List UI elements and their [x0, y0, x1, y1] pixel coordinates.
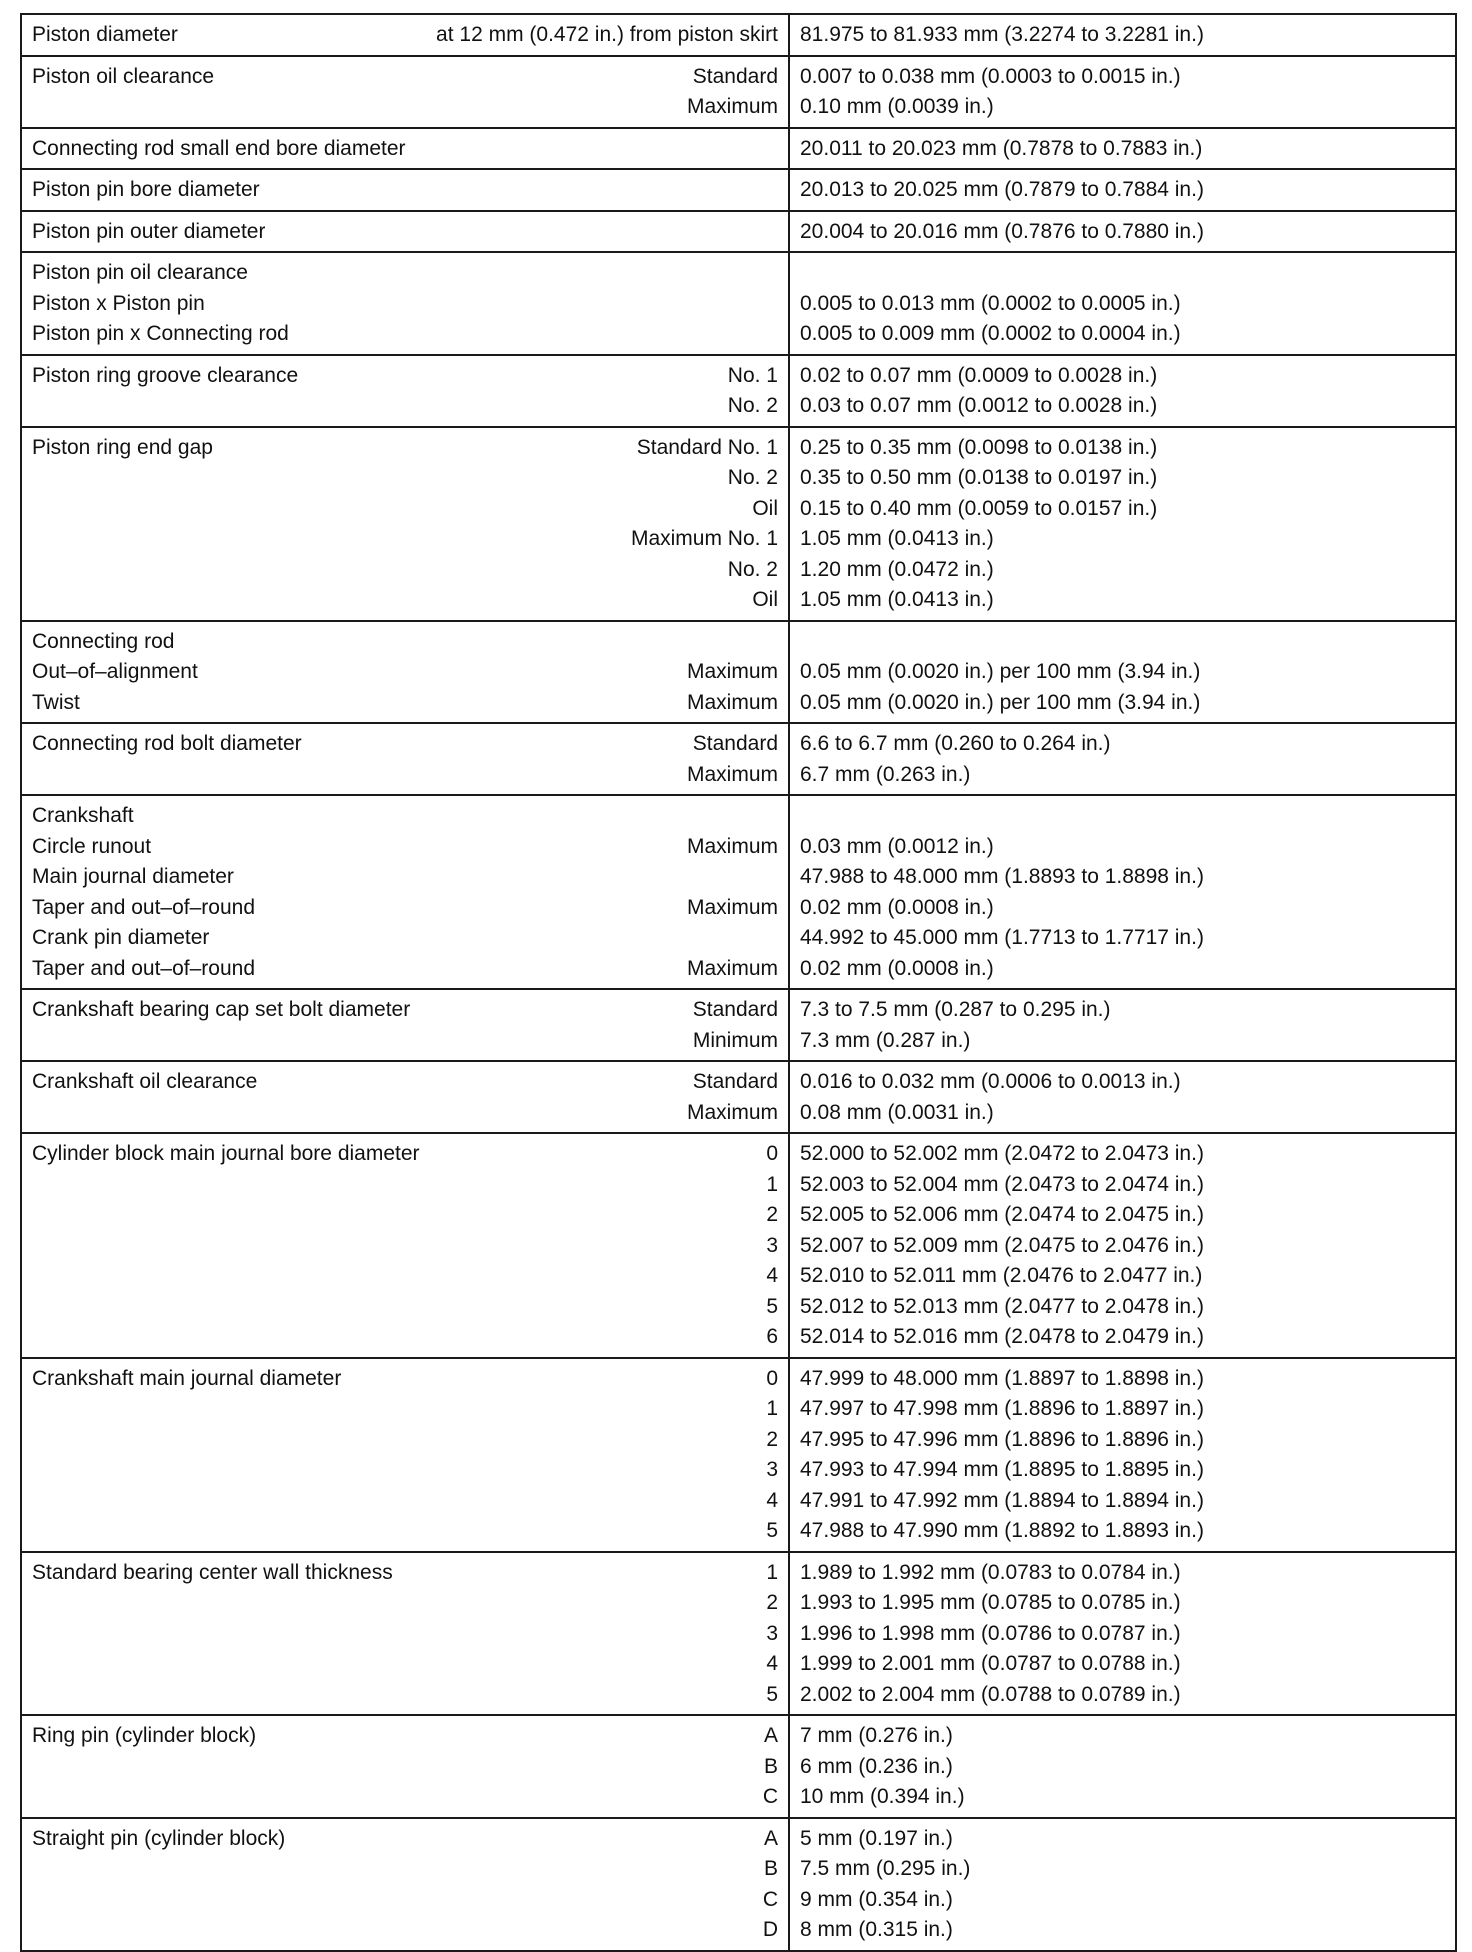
- spec-item-name: Crankshaft main journal diameter: [32, 1366, 342, 1390]
- spec-label-cell: [21, 795, 789, 989]
- spec-line: [32, 801, 778, 832]
- spec-line: [32, 862, 778, 893]
- spec-item-qualifier: No. 2: [727, 394, 778, 417]
- spec-item-value: 0.35 to 0.50 mm (0.0138 to 0.0197 in.): [800, 466, 1158, 489]
- spec-label-cell: [21, 211, 789, 253]
- spec-item-value: 2.002 to 2.004 mm (0.0788 to 0.0789 in.): [800, 1682, 1181, 1706]
- spec-item-name: Taper and out–of–round: [32, 956, 256, 980]
- spec-line: [32, 1649, 778, 1680]
- spec-row: [21, 1133, 1456, 1358]
- spec-item-name: Twist: [32, 690, 80, 714]
- spec-value-cell: [789, 211, 1456, 253]
- spec-row: [21, 1358, 1456, 1552]
- spec-line: [32, 1139, 778, 1170]
- spec-line: [32, 657, 778, 688]
- spec-row: [21, 252, 1456, 355]
- spec-item-name: Piston x Piston pin: [32, 291, 205, 315]
- spec-line: [32, 1292, 778, 1323]
- spec-item-qualifier: C: [762, 1887, 778, 1911]
- spec-line: [32, 1364, 778, 1395]
- spec-line: [32, 391, 778, 422]
- spec-item-value: 0.08 mm (0.0031 in.): [800, 1100, 994, 1124]
- spec-row: [21, 56, 1456, 128]
- spec-label-cell: [21, 1061, 789, 1133]
- spec-item-qualifier: 1: [766, 1172, 778, 1196]
- spec-item-qualifier: [770, 923, 778, 954]
- spec-item-name: Connecting rod: [32, 629, 175, 653]
- spec-item-value: 20.004 to 20.016 mm (0.7876 to 0.7880 in.): [800, 219, 1204, 243]
- spec-label-cell: [21, 1552, 789, 1716]
- spec-item-value: 52.003 to 52.004 mm (2.0473 to 2.0474 in.): [800, 1172, 1204, 1196]
- spec-line: [32, 494, 778, 525]
- spec-item-value: 0.05 mm (0.0020 in.) per 100 mm (3.94 in.): [800, 690, 1201, 714]
- spec-item-value: 0.15 to 0.40 mm (0.0059 to 0.0157 in.): [800, 496, 1158, 520]
- spec-item-value: 0.005 to 0.009 mm (0.0002 to 0.0004 in.): [800, 322, 1181, 345]
- spec-value-cell: [789, 1358, 1456, 1552]
- spec-item-value: 7.5 mm (0.295 in.): [800, 1857, 971, 1880]
- spec-item-name: Crankshaft oil clearance: [32, 1070, 258, 1093]
- spec-item-name: Piston ring end gap: [32, 435, 213, 459]
- spec-item-value: 52.010 to 52.011 mm (2.0476 to 2.0477 in.): [800, 1264, 1203, 1287]
- spec-line: [32, 760, 778, 791]
- spec-item-qualifier: Minimum: [692, 1028, 778, 1052]
- spec-item-value: 47.988 to 48.000 mm (1.8893 to 1.8898 in.): [800, 865, 1204, 888]
- spec-value-cell: [789, 989, 1456, 1061]
- spec-item-qualifier: B: [763, 1754, 778, 1778]
- spec-item-qualifier: 0: [766, 1142, 778, 1165]
- spec-item-qualifier: 3: [766, 1233, 778, 1257]
- spec-value-cell: [789, 128, 1456, 170]
- spec-item-value: 0.02 mm (0.0008 in.): [800, 956, 994, 980]
- spec-item-value: 47.999 to 48.000 mm (1.8897 to 1.8898 in.): [800, 1366, 1204, 1390]
- spec-item-name: Taper and out–of–round: [32, 895, 256, 919]
- spec-line: [32, 1026, 778, 1057]
- spec-item-qualifier: 5: [766, 1519, 778, 1542]
- spec-item-value: 52.005 to 52.006 mm (2.0474 to 2.0475 in.): [800, 1203, 1204, 1226]
- spec-item-qualifier: [770, 862, 778, 893]
- spec-item-qualifier: 1: [766, 1560, 778, 1584]
- spec-item-qualifier: [770, 217, 778, 248]
- spec-line: [32, 289, 778, 320]
- spec-item-qualifier: [770, 258, 778, 289]
- spec-item-value: 1.20 mm (0.0472 in.): [800, 557, 994, 581]
- spec-item-name: Connecting rod small end bore diameter: [32, 136, 406, 160]
- spec-line: [32, 1619, 778, 1650]
- spec-value-cell: [789, 427, 1456, 621]
- spec-item-value: 7.3 to 7.5 mm (0.287 to 0.295 in.): [800, 998, 1111, 1021]
- spec-line: [32, 893, 778, 924]
- spec-item-qualifier: Standard No. 1: [636, 435, 778, 459]
- spec-line: [32, 1915, 778, 1946]
- spec-line: [32, 319, 778, 350]
- spec-line: [32, 524, 778, 555]
- spec-item-qualifier: 4: [766, 1264, 778, 1287]
- spec-line: [32, 954, 778, 985]
- spec-line: [32, 1067, 778, 1098]
- spec-value-cell: [789, 355, 1456, 427]
- spec-line: [32, 995, 778, 1026]
- spec-item-qualifier: 4: [766, 1652, 778, 1675]
- spec-line: [32, 1588, 778, 1619]
- spec-line: [32, 1455, 778, 1486]
- spec-item-qualifier: Standard: [692, 64, 778, 88]
- spec-label-cell: [21, 56, 789, 128]
- spec-item-name: Out–of–alignment: [32, 660, 198, 683]
- spec-value-cell: [789, 1818, 1456, 1951]
- spec-item-name: Standard bearing center wall thickness: [32, 1560, 393, 1584]
- spec-line: [32, 1098, 778, 1129]
- spec-item-qualifier: Maximum: [686, 834, 778, 858]
- spec-value-cell: [789, 56, 1456, 128]
- spec-row: [21, 1552, 1456, 1716]
- spec-line: [32, 923, 778, 954]
- spec-item-qualifier: Oil: [752, 496, 778, 520]
- spec-row: [21, 427, 1456, 621]
- spec-item-name: Piston pin outer diameter: [32, 219, 266, 243]
- spec-item-qualifier: Maximum No. 1: [630, 527, 778, 550]
- spec-item-qualifier: 1: [766, 1397, 778, 1420]
- spec-item-value: 9 mm (0.354 in.): [800, 1887, 953, 1911]
- spec-item-name: Crank pin diameter: [32, 926, 210, 949]
- spec-label-cell: [21, 1715, 789, 1818]
- spec-item-name: Piston oil clearance: [32, 64, 215, 88]
- spec-value-cell: [789, 252, 1456, 355]
- spec-item-qualifier: [770, 175, 778, 206]
- spec-label-cell: [21, 128, 789, 170]
- spec-item-name: Circle runout: [32, 834, 152, 858]
- spec-line: [32, 1516, 778, 1547]
- spec-item-value: 52.014 to 52.016 mm (2.0478 to 2.0479 in.): [800, 1325, 1204, 1348]
- spec-item-name: Piston ring groove clearance: [32, 363, 299, 387]
- spec-line: [32, 361, 778, 392]
- spec-row: [21, 14, 1456, 56]
- spec-label-cell: [21, 14, 789, 56]
- spec-item-value: 81.975 to 81.933 mm (3.2274 to 3.2281 in.): [800, 23, 1204, 46]
- spec-item-value: 6 mm (0.236 in.): [800, 1754, 953, 1778]
- spec-value-cell: [789, 1133, 1456, 1358]
- spec-item-value: 0.25 to 0.35 mm (0.0098 to 0.0138 in.): [800, 435, 1158, 459]
- spec-item-value: 0.016 to 0.032 mm (0.0006 to 0.0013 in.): [800, 1070, 1181, 1093]
- spec-label-cell: [21, 1133, 789, 1358]
- spec-item-qualifier: No. 2: [727, 557, 778, 581]
- spec-item-qualifier: Maximum: [686, 895, 778, 919]
- spec-line: [32, 1558, 778, 1589]
- spec-item-value: 47.995 to 47.996 mm (1.8896 to 1.8896 in.): [800, 1427, 1204, 1451]
- spec-item-name: Piston pin x Connecting rod: [32, 322, 289, 345]
- spec-value-cell: [789, 1552, 1456, 1716]
- spec-line: [32, 585, 778, 616]
- spec-item-value: [800, 627, 1445, 658]
- spec-item-value: 52.007 to 52.009 mm (2.0475 to 2.0476 in.): [800, 1233, 1204, 1257]
- spec-item-qualifier: Standard: [692, 1070, 778, 1093]
- spec-table: [20, 13, 1457, 1952]
- spec-item-qualifier: A: [763, 1826, 778, 1850]
- spec-item-value: 8 mm (0.315 in.): [800, 1918, 953, 1941]
- spec-item-qualifier: Maximum: [686, 1100, 778, 1124]
- spec-item-value: 0.03 to 0.07 mm (0.0012 to 0.0028 in.): [800, 394, 1158, 417]
- spec-item-qualifier: Maximum: [686, 762, 778, 786]
- spec-item-value: 20.011 to 20.023 mm (0.7878 to 0.7883 in.): [800, 136, 1203, 160]
- spec-item-qualifier: 6: [766, 1325, 778, 1348]
- spec-label-cell: [21, 1818, 789, 1951]
- spec-line: [32, 20, 778, 51]
- spec-item-qualifier: Standard: [692, 998, 778, 1021]
- spec-item-name: Piston diameter: [32, 23, 178, 46]
- spec-item-value: 0.10 mm (0.0039 in.): [800, 95, 994, 118]
- spec-row: [21, 128, 1456, 170]
- spec-item-qualifier: Oil: [752, 588, 778, 611]
- spec-item-value: 47.988 to 47.990 mm (1.8892 to 1.8893 in.): [800, 1519, 1204, 1542]
- spec-item-qualifier: 2: [766, 1203, 778, 1226]
- spec-item-qualifier: at 12 mm (0.472 in.) from piston skirt: [436, 23, 778, 46]
- spec-label-cell: [21, 621, 789, 724]
- spec-row: [21, 723, 1456, 795]
- spec-row: [21, 211, 1456, 253]
- spec-item-qualifier: No. 1: [727, 363, 778, 387]
- spec-item-qualifier: 4: [766, 1488, 778, 1512]
- spec-item-value: 0.007 to 0.038 mm (0.0003 to 0.0015 in.): [800, 64, 1181, 88]
- spec-item-qualifier: [770, 319, 778, 350]
- spec-label-cell: [21, 169, 789, 211]
- spec-item-value: 10 mm (0.394 in.): [800, 1785, 965, 1808]
- spec-label-cell: [21, 427, 789, 621]
- spec-row: [21, 795, 1456, 989]
- spec-line: [32, 688, 778, 719]
- spec-line: [32, 1170, 778, 1201]
- spec-item-value: 47.993 to 47.994 mm (1.8895 to 1.8895 in.): [800, 1458, 1204, 1481]
- spec-item-qualifier: [770, 627, 778, 658]
- spec-item-name: Connecting rod bolt diameter: [32, 732, 302, 755]
- spec-item-value: 52.012 to 52.013 mm (2.0477 to 2.0478 in.): [800, 1294, 1204, 1318]
- spec-line: [32, 1752, 778, 1783]
- spec-item-value: 6.6 to 6.7 mm (0.260 to 0.264 in.): [800, 732, 1111, 755]
- spec-item-value: 0.05 mm (0.0020 in.) per 100 mm (3.94 in.): [800, 660, 1201, 683]
- spec-label-cell: [21, 989, 789, 1061]
- spec-item-name: Piston pin bore diameter: [32, 178, 260, 201]
- spec-item-value: 0.02 mm (0.0008 in.): [800, 895, 994, 919]
- spec-item-value: 1.993 to 1.995 mm (0.0785 to 0.0785 in.): [800, 1591, 1181, 1614]
- spec-item-qualifier: Maximum: [686, 95, 778, 118]
- spec-line: [32, 1824, 778, 1855]
- spec-item-value: 0.02 to 0.07 mm (0.0009 to 0.0028 in.): [800, 363, 1158, 387]
- spec-line: [32, 1486, 778, 1517]
- spec-item-value: 1.999 to 2.001 mm (0.0787 to 0.0788 in.): [800, 1652, 1181, 1675]
- spec-item-qualifier: Maximum: [686, 690, 778, 714]
- spec-item-name: Main journal diameter: [32, 865, 234, 888]
- spec-item-qualifier: 5: [766, 1294, 778, 1318]
- spec-item-value: 7 mm (0.276 in.): [800, 1724, 953, 1747]
- spec-line: [32, 1721, 778, 1752]
- spec-line: [32, 92, 778, 123]
- spec-item-qualifier: 5: [766, 1682, 778, 1706]
- spec-row: [21, 355, 1456, 427]
- spec-item-value: 47.991 to 47.992 mm (1.8894 to 1.8894 in.): [800, 1488, 1204, 1512]
- spec-item-name: Straight pin (cylinder block): [32, 1826, 286, 1850]
- spec-row: [21, 169, 1456, 211]
- spec-item-value: 6.7 mm (0.263 in.): [800, 762, 971, 786]
- spec-row: [21, 621, 1456, 724]
- spec-item-value: 44.992 to 45.000 mm (1.7713 to 1.7717 in.): [800, 926, 1204, 949]
- spec-item-value: 1.996 to 1.998 mm (0.0786 to 0.0787 in.): [800, 1621, 1181, 1645]
- spec-line: [32, 1200, 778, 1231]
- spec-line: [32, 175, 778, 206]
- spec-row: [21, 1061, 1456, 1133]
- spec-item-qualifier: B: [763, 1857, 778, 1880]
- spec-value-cell: [789, 1061, 1456, 1133]
- spec-item-name: Crankshaft: [32, 804, 134, 827]
- spec-item-qualifier: C: [762, 1785, 778, 1808]
- spec-line: [32, 1261, 778, 1292]
- spec-line: [32, 555, 778, 586]
- spec-item-qualifier: Maximum: [686, 660, 778, 683]
- spec-item-qualifier: Standard: [692, 732, 778, 755]
- spec-item-qualifier: No. 2: [727, 466, 778, 489]
- spec-item-value: 52.000 to 52.002 mm (2.0472 to 2.0473 in.): [800, 1142, 1204, 1165]
- spec-item-name: Ring pin (cylinder block): [32, 1724, 257, 1747]
- spec-value-cell: [789, 795, 1456, 989]
- spec-line: [32, 627, 778, 658]
- spec-item-qualifier: [770, 801, 778, 832]
- spec-value-cell: [789, 14, 1456, 56]
- spec-row: [21, 1818, 1456, 1951]
- spec-item-qualifier: [770, 289, 778, 320]
- spec-label-cell: [21, 252, 789, 355]
- spec-item-value: 1.989 to 1.992 mm (0.0783 to 0.0784 in.): [800, 1560, 1181, 1584]
- spec-value-cell: [789, 1715, 1456, 1818]
- spec-item-value: 5 mm (0.197 in.): [800, 1826, 953, 1850]
- spec-item-name: Piston pin oil clearance: [32, 261, 248, 284]
- spec-line: [32, 1885, 778, 1916]
- spec-item-value: 20.013 to 20.025 mm (0.7879 to 0.7884 in.): [800, 178, 1204, 201]
- spec-item-value: 1.05 mm (0.0413 in.): [800, 527, 994, 550]
- spec-item-value: [800, 801, 1445, 832]
- spec-line: [32, 1425, 778, 1456]
- spec-value-cell: [789, 723, 1456, 795]
- spec-item-value: 1.05 mm (0.0413 in.): [800, 588, 994, 611]
- spec-line: [32, 433, 778, 464]
- spec-item-qualifier: Maximum: [686, 956, 778, 980]
- spec-line: [32, 729, 778, 760]
- spec-item-qualifier: 2: [766, 1591, 778, 1614]
- spec-line: [32, 62, 778, 93]
- spec-line: [32, 1782, 778, 1813]
- spec-item-qualifier: 2: [766, 1427, 778, 1451]
- spec-item-qualifier: 3: [766, 1621, 778, 1645]
- spec-table-body: [21, 14, 1456, 1951]
- spec-item-qualifier: D: [762, 1918, 778, 1941]
- spec-label-cell: [21, 355, 789, 427]
- spec-item-value: [800, 258, 1445, 289]
- spec-line: [32, 134, 778, 165]
- spec-item-value: 0.03 mm (0.0012 in.): [800, 834, 994, 858]
- spec-item-value: 47.997 to 47.998 mm (1.8896 to 1.8897 in.): [800, 1397, 1204, 1420]
- spec-label-cell: [21, 1358, 789, 1552]
- spec-item-name: Crankshaft bearing cap set bolt diameter: [32, 998, 411, 1021]
- spec-line: [32, 1231, 778, 1262]
- spec-line: [32, 1680, 778, 1711]
- spec-line: [32, 217, 778, 248]
- spec-line: [32, 832, 778, 863]
- spec-line: [32, 1854, 778, 1885]
- spec-line: [32, 1322, 778, 1353]
- spec-item-qualifier: [770, 134, 778, 165]
- spec-line: [32, 258, 778, 289]
- spec-value-cell: [789, 621, 1456, 724]
- spec-line: [32, 1394, 778, 1425]
- spec-line: [32, 463, 778, 494]
- spec-item-name: Cylinder block main journal bore diameter: [32, 1142, 420, 1165]
- spec-item-qualifier: A: [763, 1724, 778, 1747]
- spec-item-value: 0.005 to 0.013 mm (0.0002 to 0.0005 in.): [800, 291, 1181, 315]
- spec-value-cell: [789, 169, 1456, 211]
- spec-item-value: 7.3 mm (0.287 in.): [800, 1028, 971, 1052]
- spec-item-qualifier: 3: [766, 1458, 778, 1481]
- spec-label-cell: [21, 723, 789, 795]
- spec-row: [21, 989, 1456, 1061]
- spec-item-qualifier: 0: [766, 1366, 778, 1390]
- spec-row: [21, 1715, 1456, 1818]
